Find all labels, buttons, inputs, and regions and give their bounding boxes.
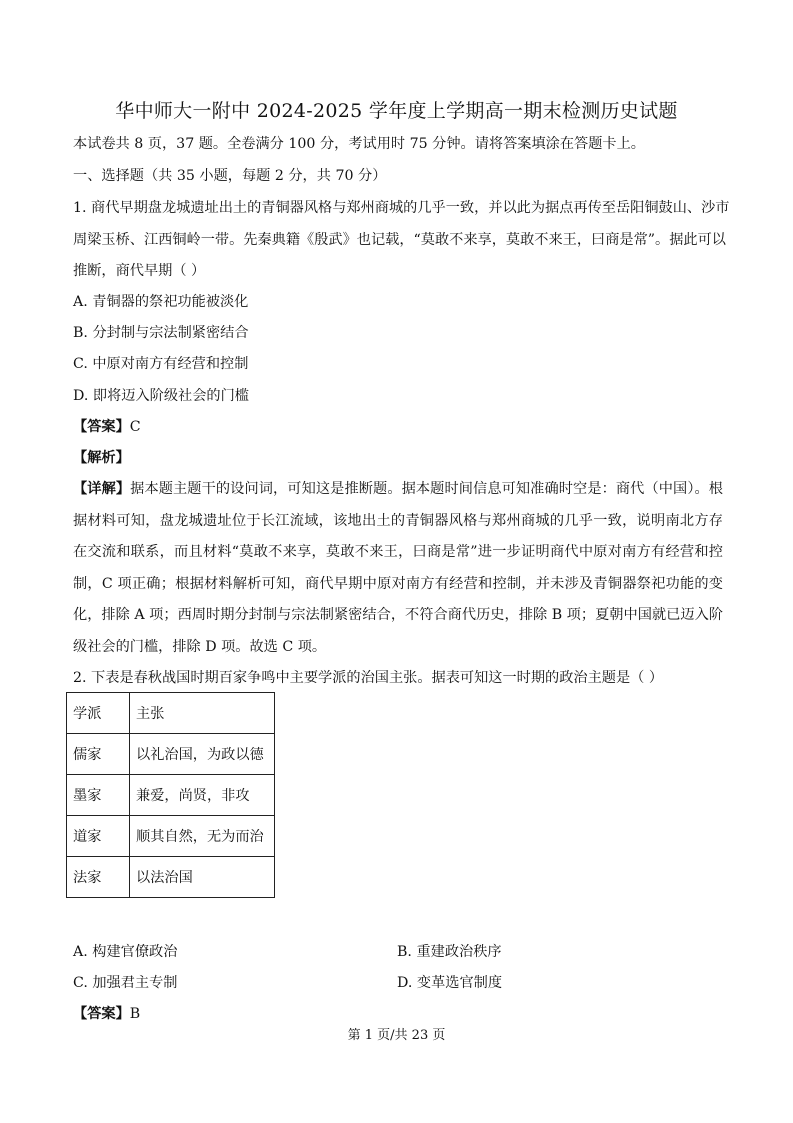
q1-detail bbox=[73, 474, 723, 663]
table-cell: 以礼治国，为政以德 bbox=[130, 734, 275, 775]
q2-option-c: C. 加强君主专制 bbox=[73, 975, 178, 991]
q1-option-c: C. 中原对南方有经营和控制 bbox=[73, 356, 249, 372]
schools-table bbox=[66, 692, 275, 898]
answer-value: C bbox=[129, 419, 141, 435]
q1-stem-line-3: 推断，商代早期（ ） bbox=[73, 263, 206, 279]
q2-option-a: A. 构建官僚政治 bbox=[73, 944, 178, 960]
q2-stem: 2. 下表是春秋战国时期百家争鸣中主要学派的治国主张。据表可知这一时期的政治主题是（ ） bbox=[73, 670, 664, 686]
section-heading: 一、选择题（共 35 小题，每题 2 分，共 70 分） bbox=[73, 168, 387, 184]
table-header-cell: 学派 bbox=[67, 693, 130, 734]
q1-stem-line-2: 周梁玉桥、江西铜岭一带。先秦典籍《殷武》也记载，“莫敢不来享，莫敢不来王，曰商是常”。据此可以 bbox=[73, 232, 726, 248]
answer-value: B bbox=[129, 1006, 141, 1022]
table-row bbox=[67, 816, 275, 857]
detail-text: 据本题主题干的设问词，可知这是推断题。据本题时间信息可知准确时空是：商代（中国）。根据材料可知，盘龙城遗址位于长江流域，该地出土的青铜器风格与郑州商城的几乎一致，说明南北方存在交流和联系，而且材料“莫敢不来享，莫敢不来王，曰商是常”进一步证明商代中原对南方有经营和控制，C 项正确；根据材料解析可知，商代早期中原对南方有经营和控制，并未涉及青铜器祭祀功能的变化，排除 A 项；西周时期分封制与宗法制紧密结合，不符合商代历史，排除 B 项；夏朝中国就已迈入阶级社会的门槛，排除 D 项。故选 C 项。 bbox=[73, 481, 723, 655]
answer-label: 【答案】 bbox=[73, 419, 130, 435]
exam-intro: 本试卷共 8 页，37 题。全卷满分 100 分，考试用时 75 分钟。请将答案填涂在答题卡上。 bbox=[73, 136, 645, 152]
q2-answer bbox=[73, 1004, 733, 1024]
table-cell: 法家 bbox=[67, 857, 130, 898]
table-cell: 儒家 bbox=[67, 734, 130, 775]
table-row bbox=[67, 857, 275, 898]
q1-analysis-label bbox=[73, 448, 733, 468]
answer-label: 【答案】 bbox=[73, 1006, 130, 1022]
q1-option-b: B. 分封制与宗法制紧密结合 bbox=[73, 325, 249, 341]
table-header-row bbox=[67, 693, 275, 734]
table-cell: 墨家 bbox=[67, 775, 130, 816]
table-cell: 以法治国 bbox=[130, 857, 275, 898]
q1-answer bbox=[73, 417, 733, 437]
table-row bbox=[67, 734, 275, 775]
table-cell: 道家 bbox=[67, 816, 130, 857]
table-cell: 兼爱，尚贤，非攻 bbox=[130, 775, 275, 816]
analysis-label: 【解析】 bbox=[73, 450, 130, 466]
q1-stem-line-1: 1. 商代早期盘龙城遗址出土的青铜器风格与郑州商城的几乎一致，并以此为据点再传至岳阳铜鼓山、沙市 bbox=[73, 200, 730, 216]
detail-label: 【详解】 bbox=[73, 481, 131, 497]
page-footer: 第 1 页/共 23 页 bbox=[347, 1028, 446, 1043]
table-row bbox=[67, 775, 275, 816]
table-header-cell: 主张 bbox=[130, 693, 275, 734]
q2-option-b: B. 重建政治秩序 bbox=[397, 944, 502, 960]
q1-option-a: A. 青铜器的祭祀功能被淡化 bbox=[73, 294, 249, 310]
q1-option-d: D. 即将迈入阶级社会的门槛 bbox=[73, 388, 249, 404]
page-title: 华中师大一附中 2024-2025 学年度上学期高一期末检测历史试题 bbox=[115, 100, 678, 122]
table-cell: 顺其自然，无为而治 bbox=[130, 816, 275, 857]
q2-option-d: D. 变革选官制度 bbox=[397, 975, 503, 991]
